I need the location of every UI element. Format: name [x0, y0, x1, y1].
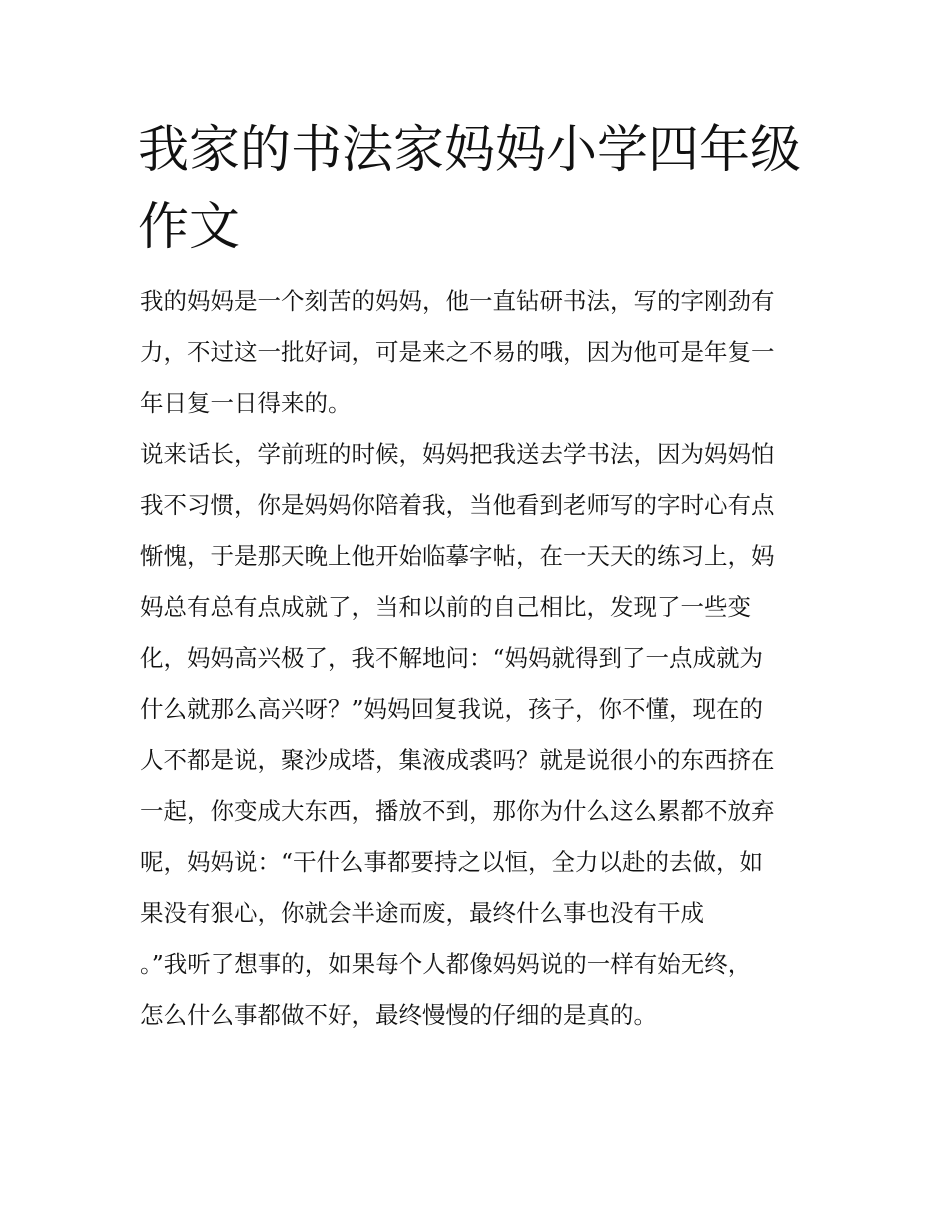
body-line: 人不都是说，聚沙成塔，集液成裘吗？就是说很小的东西挤在: [140, 746, 775, 774]
body-line: 果没有狠心，你就会半途而废，最终什么事也没有干成: [140, 899, 704, 927]
title-line: 作文: [138, 198, 241, 257]
body-line: 怎么什么事都做不好，最终慢慢的仔细的是真的。: [140, 1001, 657, 1029]
body-line: 我的妈妈是一个刻苦的妈妈，他一直钻研书法，写的字刚劲有: [140, 287, 775, 315]
document-body: [140, 276, 820, 1041]
body-line: 。”我听了想事的，如果每个人都像妈妈说的一样有始无终，: [140, 950, 752, 978]
body-line: 什么就那么高兴呀？”妈妈回复我说，孩子，你不懂，现在的: [140, 695, 764, 723]
body-line: 呢，妈妈说：“干什么事都要持之以恒，全力以赴的去做，如: [140, 848, 764, 876]
document-title: [138, 112, 818, 266]
body-line: 化，妈妈高兴极了，我不解地问：“妈妈就得到了一点成就为: [140, 644, 764, 672]
body-line: 一起，你变成大东西，播放不到，那你为什么这么累都不放弃: [140, 797, 775, 825]
body-line: 我不习惯，你是妈妈你陪着我，当他看到老师写的字时心有点: [140, 491, 775, 519]
body-line: 惭愧，于是那天晚上他开始临摹字帖，在一天天的练习上，妈: [140, 542, 775, 570]
body-line: 妈总有总有点成就了，当和以前的自己相比，发现了一些变: [140, 593, 751, 621]
title-line: 我家的书法家妈妈小学四年级: [138, 121, 802, 180]
body-line: 力，不过这一批好词，可是来之不易的哦，因为他可是年复一: [140, 338, 775, 366]
body-line: 年日复一日得来的。: [140, 389, 352, 417]
body-line: 说来话长，学前班的时候，妈妈把我送去学书法，因为妈妈怕: [140, 440, 775, 468]
